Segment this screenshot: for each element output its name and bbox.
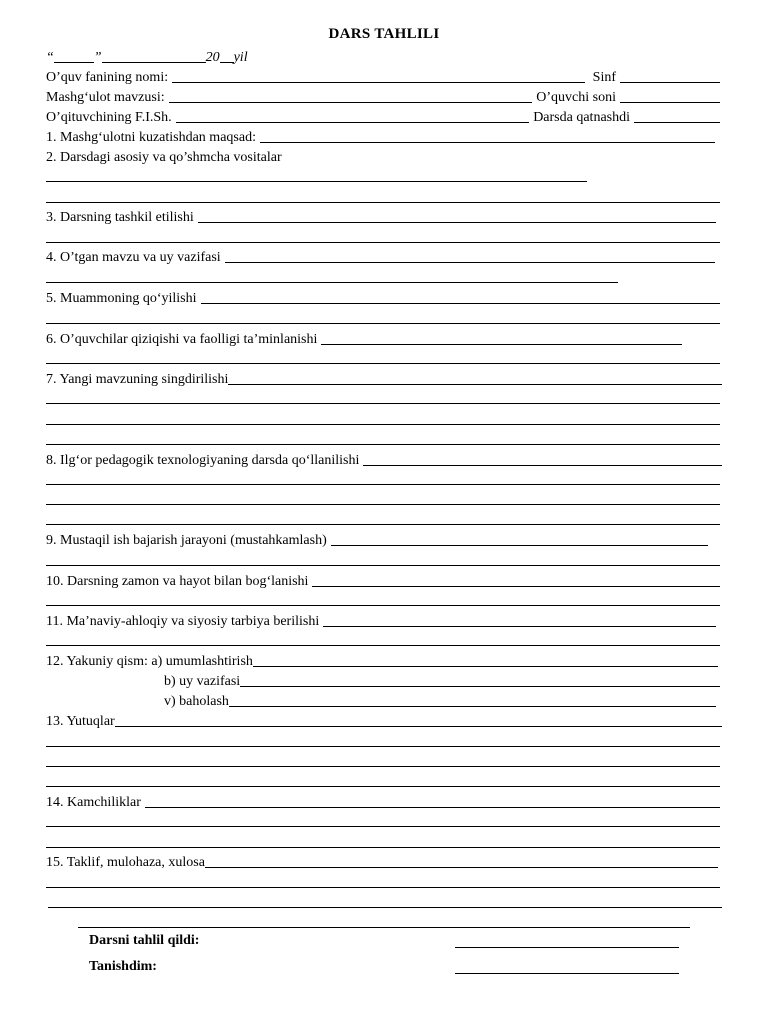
subject-field[interactable] <box>172 82 585 83</box>
item-5-label: 5. Muammoning qo‘yilishi <box>46 291 197 306</box>
item-6-line-1[interactable] <box>46 363 720 364</box>
topic-field[interactable] <box>169 102 533 103</box>
item-2-label: 2. Darsdagi asosiy va qo’shmcha vositalar <box>46 150 282 165</box>
item-8-field[interactable] <box>363 465 722 466</box>
analyzed-by-label: Darsni tahlil qildi: <box>89 933 200 948</box>
item-8-row <box>46 449 722 469</box>
item-12b-label: b) uy vazifasi <box>164 674 241 689</box>
item-9-row <box>46 529 708 549</box>
item-15-line-3[interactable] <box>78 927 690 928</box>
students-count-label: O’quvchi soni <box>536 90 616 105</box>
item-7-label: 7. Yangi mavzuning singdirilishi <box>46 372 229 387</box>
item-2-row <box>46 146 720 166</box>
item-4-field[interactable] <box>225 262 715 263</box>
item-14-line-1[interactable] <box>46 826 720 827</box>
item-10-label: 10. Darsning zamon va hayot bilan bog‘lanishi <box>46 574 309 589</box>
item-8-line-1[interactable] <box>46 484 720 485</box>
item-13-field[interactable] <box>115 726 722 727</box>
acknowledged-signature-field[interactable] <box>455 973 679 974</box>
item-14-line-2[interactable] <box>46 847 720 848</box>
teacher-field[interactable] <box>176 122 530 123</box>
item-11-label: 11. Ma’naviy-ahloqiy va siyosiy tarbiya berilishi <box>46 614 320 629</box>
teacher-row <box>46 106 720 126</box>
item-10-field[interactable] <box>312 586 720 587</box>
attended-label: Darsda qatnashdi <box>533 110 630 125</box>
item-11-line-1[interactable] <box>46 645 720 646</box>
date-open-quote: “ <box>46 50 54 65</box>
item-1-label: 1. Mashg‘ulotni kuzatishdan maqsad: <box>46 130 256 145</box>
acknowledged-label: Tanishdim: <box>89 959 157 974</box>
item-3-field[interactable] <box>198 222 716 223</box>
item-11-row <box>46 610 716 630</box>
subject-label: O’quv fanining nomi: <box>46 70 169 85</box>
item-4-row <box>46 246 715 266</box>
item-15-line-2[interactable] <box>48 907 722 908</box>
item-4-line-1[interactable] <box>46 282 618 283</box>
class-label: Sinf <box>592 70 616 85</box>
item-8-line-3[interactable] <box>46 524 720 525</box>
class-field[interactable] <box>620 82 720 83</box>
item-5-line-1[interactable] <box>46 323 720 324</box>
date-day-blank[interactable] <box>54 62 94 63</box>
item-14-label: 14. Kamchiliklar <box>46 795 141 810</box>
item-4-label: 4. O’tgan mavzu va uy vazifasi <box>46 250 221 265</box>
topic-label: Mashg‘ulot mavzusi: <box>46 90 165 105</box>
date-month-blank[interactable] <box>102 62 206 63</box>
item-12a-label: 12. Yakuniy qism: a) umumlashtirish <box>46 654 253 669</box>
item-9-label: 9. Mustaqil ish bajarish jarayoni (mustahkamlash) <box>46 533 327 548</box>
item-13-line-3[interactable] <box>46 786 720 787</box>
item-12v-label: v) baholash <box>164 694 229 709</box>
teacher-label: O’qituvchining F.I.Sh. <box>46 110 172 125</box>
item-1-row <box>46 126 715 146</box>
item-3-row <box>46 206 716 226</box>
subject-row <box>46 66 720 86</box>
item-6-field[interactable] <box>321 344 682 345</box>
item-13-line-2[interactable] <box>46 766 720 767</box>
item-7-line-3[interactable] <box>46 444 720 445</box>
item-9-line-1[interactable] <box>46 565 720 566</box>
item-13-line-1[interactable] <box>46 746 720 747</box>
date-year-blank[interactable] <box>220 62 234 63</box>
item-7-row <box>46 368 722 388</box>
item-15-row <box>46 851 718 871</box>
date-field[interactable] <box>46 46 248 66</box>
item-13-label: 13. Yutuqlar <box>46 714 115 729</box>
topic-row <box>46 86 720 106</box>
item-12v-row <box>164 690 716 710</box>
attended-field[interactable] <box>634 122 720 123</box>
item-10-line-1[interactable] <box>46 605 720 606</box>
item-5-field[interactable] <box>201 303 721 304</box>
item-15-label: 15. Taklif, mulohaza, xulosa <box>46 855 205 870</box>
date-year-suffix: yil <box>233 50 248 65</box>
item-7-line-1[interactable] <box>46 403 720 404</box>
item-7-field[interactable] <box>228 384 722 385</box>
item-15-line-1[interactable] <box>46 887 720 888</box>
item-3-label: 3. Darsning tashkil etilishi <box>46 210 194 225</box>
item-7-line-2[interactable] <box>46 424 720 425</box>
item-8-label: 8. Ilg‘or pedagogik texnologiyaning darsda qo‘llanilishi <box>46 453 360 468</box>
item-11-field[interactable] <box>323 626 716 627</box>
item-3-line-1[interactable] <box>46 242 720 243</box>
item-9-field[interactable] <box>331 545 708 546</box>
item-8-line-2[interactable] <box>46 504 720 505</box>
item-12a-field[interactable] <box>253 666 718 667</box>
item-12b-field[interactable] <box>240 686 720 687</box>
item-1-field[interactable] <box>260 142 715 143</box>
item-10-row <box>46 570 720 590</box>
item-13-row <box>46 710 722 730</box>
item-5-row <box>46 287 720 307</box>
item-6-row <box>46 328 682 348</box>
item-12v-field[interactable] <box>229 706 716 707</box>
date-close-quote: ” <box>93 50 102 65</box>
form-title: DARS TAHLILI <box>328 26 440 42</box>
item-2-line-2[interactable] <box>46 202 720 203</box>
date-year-prefix: 20 <box>205 50 220 65</box>
item-12b-row <box>164 670 720 690</box>
students-count-field[interactable] <box>620 102 720 103</box>
analyzed-by-signature-field[interactable] <box>455 947 679 948</box>
item-12a-row <box>46 650 718 670</box>
item-6-label: 6. O’quvchilar qiziqishi va faolligi ta’minlanishi <box>46 332 318 347</box>
item-14-row <box>46 791 720 811</box>
item-2-line-1[interactable] <box>46 181 587 182</box>
item-15-field[interactable] <box>205 867 718 868</box>
item-14-field[interactable] <box>145 807 720 808</box>
